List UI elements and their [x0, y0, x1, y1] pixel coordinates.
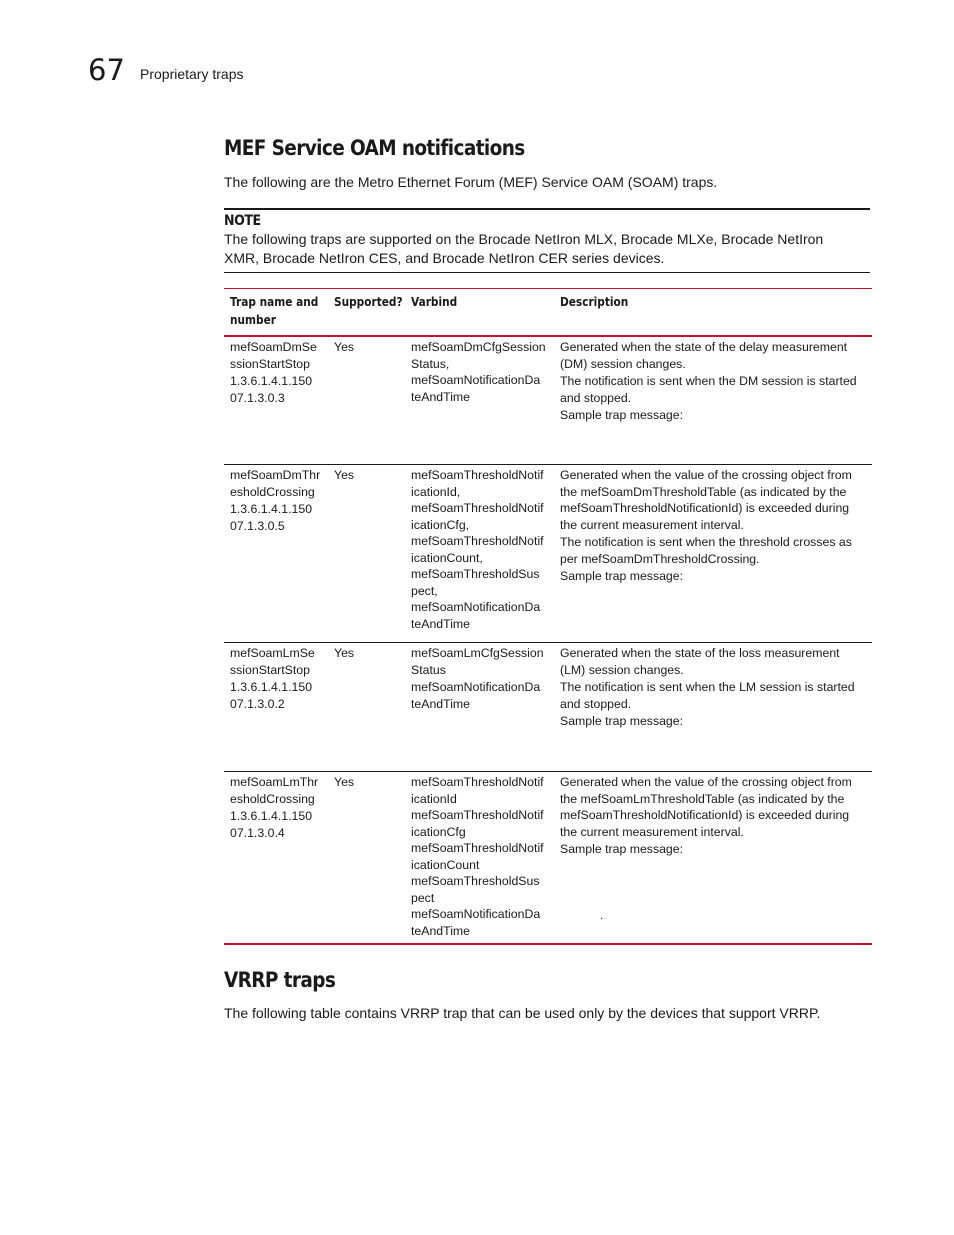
- mef-soam-traps-table: [224, 288, 872, 945]
- note-text: [224, 230, 870, 268]
- trap-name-cell: mefSoamDmSe ssionStartStop 1.3.6.1.4.1.150 07.1.3.0.3: [230, 340, 317, 405]
- table-row: [224, 465, 872, 643]
- note-label: NOTE: [224, 213, 261, 229]
- header-trap-name: Trap name and number: [230, 295, 319, 327]
- table-header-row: [224, 289, 872, 337]
- description-cell: Generated when the value of the crossing object from the mefSoamDmThresholdTable (as indicated by the mefSoamThresholdNotificationId) is exceeded during the current measurement interval. The notification is sent when the threshold crosses as per mefSoamDmThresholdCrossing. Sample trap message:: [560, 468, 852, 583]
- header-varbind: Varbind: [411, 295, 458, 309]
- section-intro-mef-soam: The following are the Metro Ethernet Forum (MEF) Service OAM (SOAM) traps.: [224, 174, 718, 190]
- supported-cell: Yes: [334, 468, 355, 482]
- chapter-title: Proprietary traps: [140, 66, 244, 82]
- varbind-cell: mefSoamDmCfgSession Status, mefSoamNotificationDa teAndTime: [411, 340, 546, 404]
- description-cell: Generated when the state of the delay measurement (DM) session changes. The notification is sent when the DM session is started and stopped. Sample trap message:: [560, 340, 857, 422]
- note-line: The following traps are supported on the Brocade NetIron MLX, Brocade MLXe, Brocade NetIron: [224, 231, 824, 247]
- varbind-cell: mefSoamLmCfgSession Status mefSoamNotificationDa teAndTime: [411, 646, 544, 711]
- supported-cell: Yes: [334, 340, 355, 354]
- table-row: [224, 337, 872, 465]
- supported-cell: Yes: [334, 775, 355, 789]
- trailing-mark: .: [600, 908, 604, 922]
- varbind-cell: mefSoamThresholdNotif icationId mefSoamThresholdNotif icationCfg mefSoamThresholdNotif icationCount mefSoamThresholdSus pect mefSoamNotificationDa teAndTime: [411, 775, 544, 938]
- description-cell: Generated when the value of the crossing object from the mefSoamLmThresholdTable (as indicated by the mefSoamThresholdNotificationId) is exceeded during the current measurement interval. Sample trap message:: [560, 775, 852, 856]
- trap-name-cell: mefSoamDmThr esholdCrossing 1.3.6.1.4.1.150 07.1.3.0.5: [230, 468, 321, 533]
- varbind-cell: mefSoamThresholdNotif icationId, mefSoamThresholdNotif icationCfg, mefSoamThresholdNotif icationCount, mefSoamThresholdSus pect, mefSoamNotificationDa teAndTime: [411, 468, 544, 631]
- supported-cell: Yes: [334, 646, 355, 660]
- section-intro-vrrp: The following table contains VRRP trap that can be used only by the devices that support VRRP.: [224, 1005, 821, 1021]
- description-cell: Generated when the state of the loss measurement (LM) session changes. The notification is sent when the LM session is started and stopped. Sample trap message:: [560, 646, 855, 728]
- header-supported: Supported?: [334, 295, 403, 309]
- header-description: Description: [560, 295, 629, 309]
- table-row: [224, 643, 872, 772]
- trap-name-cell: mefSoamLmThr esholdCrossing 1.3.6.1.4.1.150 07.1.3.0.4: [230, 775, 319, 840]
- chapter-number: 67: [88, 53, 125, 87]
- table-row: [224, 772, 872, 945]
- note-box: [224, 208, 870, 273]
- section-title-vrrp: VRRP traps: [224, 968, 336, 992]
- section-title-mef-soam: MEF Service OAM notifications: [224, 136, 525, 160]
- note-line: XMR, Brocade NetIron CES, and Brocade NetIron CER series devices.: [224, 250, 665, 266]
- trap-name-cell: mefSoamLmSe ssionStartStop 1.3.6.1.4.1.150 07.1.3.0.2: [230, 646, 315, 711]
